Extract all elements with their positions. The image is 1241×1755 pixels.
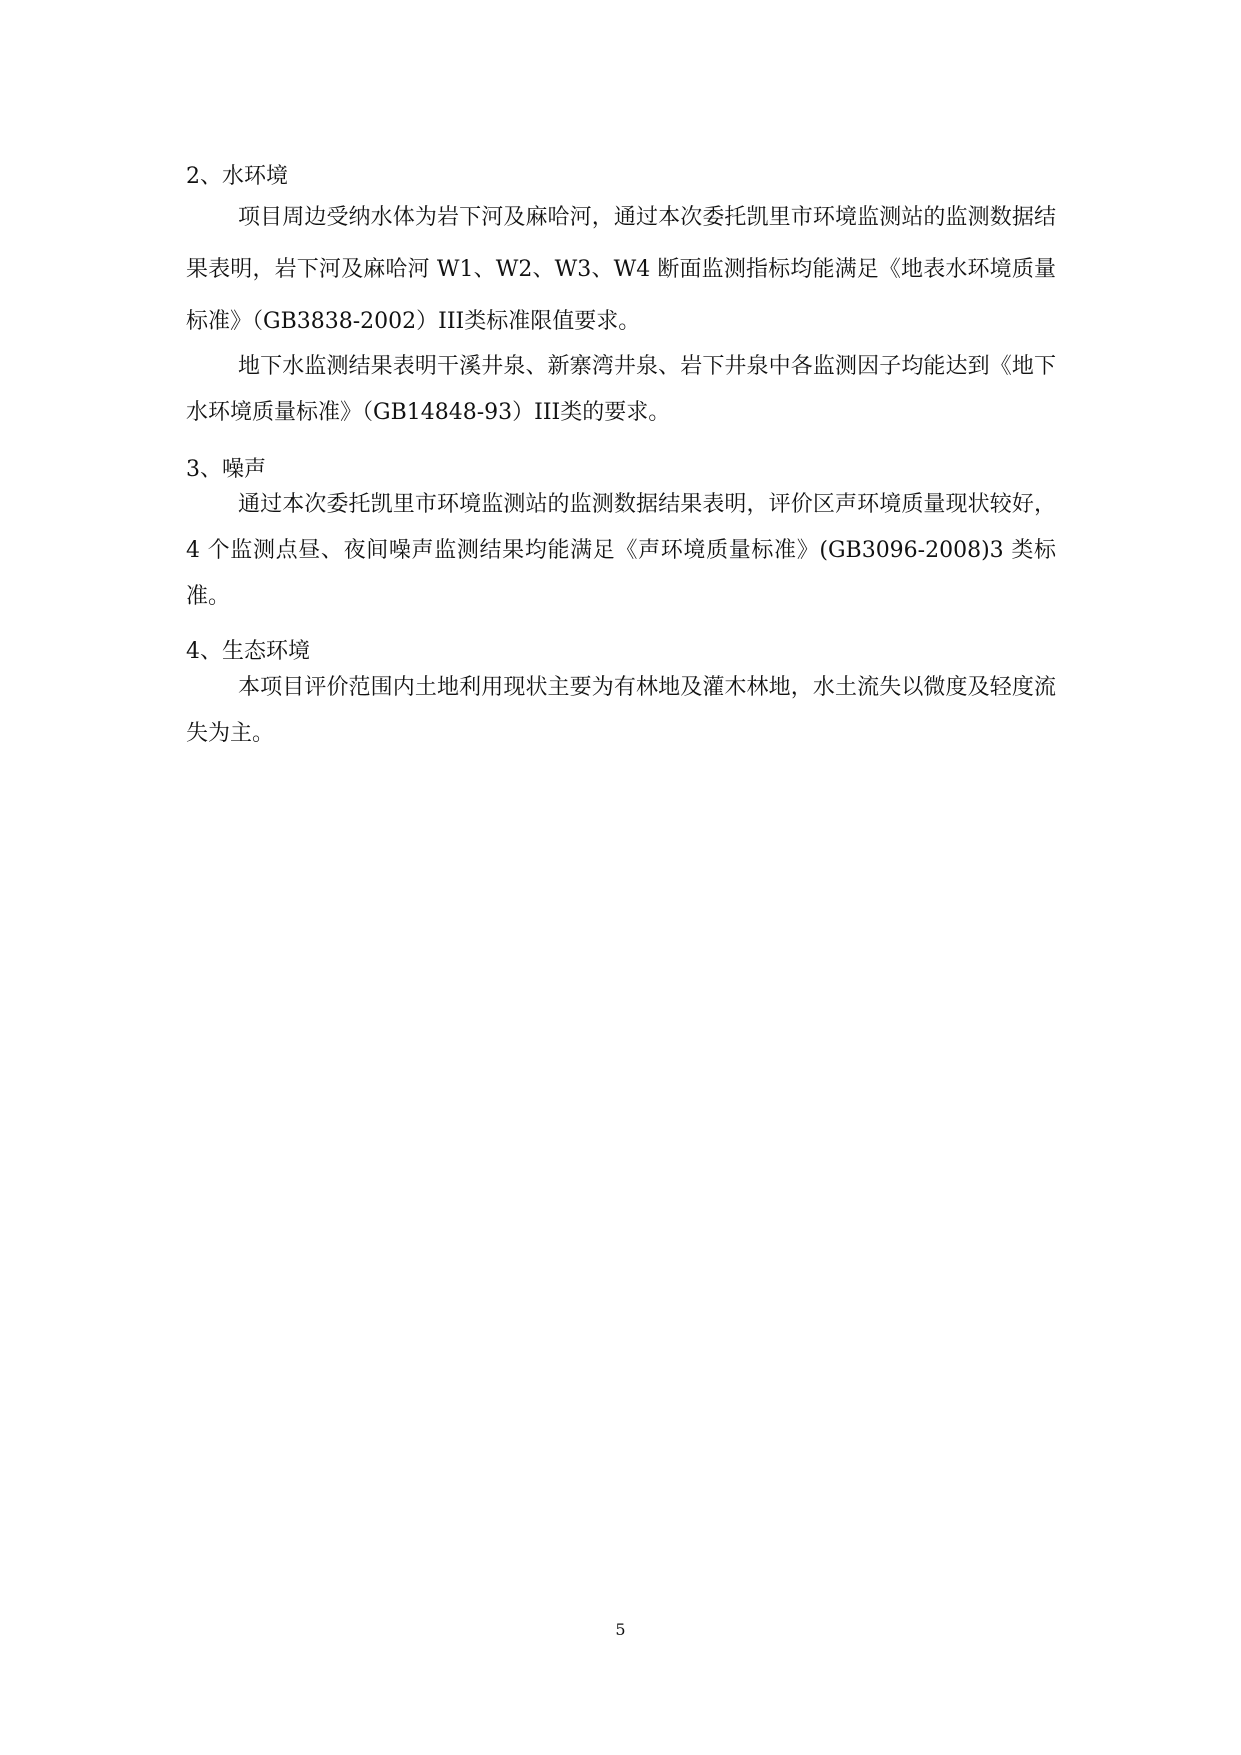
paragraph-surface-water: 项目周边受纳水体为岩下河及麻哈河，通过本次委托凯里市环境监测站的监测数据结果表明，岩下河及麻哈河 W1、W2、W3、W4 断面监测指标均能满足《地表水环境质量标准》（GB3838-2002）III类标准限值要求。 — [186, 205, 1056, 334]
paragraph-groundwater: 地下水监测结果表明干溪井泉、新寨湾井泉、岩下井泉中各监测因子均能达到《地下水环境质量标准》（GB14848-93）III类的要求。 — [186, 354, 1056, 425]
section-heading-ecology: 4、生态环境 — [186, 639, 310, 664]
page-number: 5 — [615, 1620, 626, 1639]
section-heading-water: 2、水环境 — [186, 164, 288, 189]
section-heading-noise: 3、噪声 — [186, 457, 266, 482]
paragraph-ecology: 本项目评价范围内土地利用现状主要为有林地及灌木林地，水土流失以微度及轻度流失为主。 — [186, 675, 1056, 746]
paragraph-noise: 通过本次委托凯里市环境监测站的监测数据结果表明，评价区声环境质量现状较好，4 个监测点昼、夜间噪声监测结果均能满足《声环境质量标准》(GB3096-2008)3 类标准。 — [186, 492, 1056, 609]
